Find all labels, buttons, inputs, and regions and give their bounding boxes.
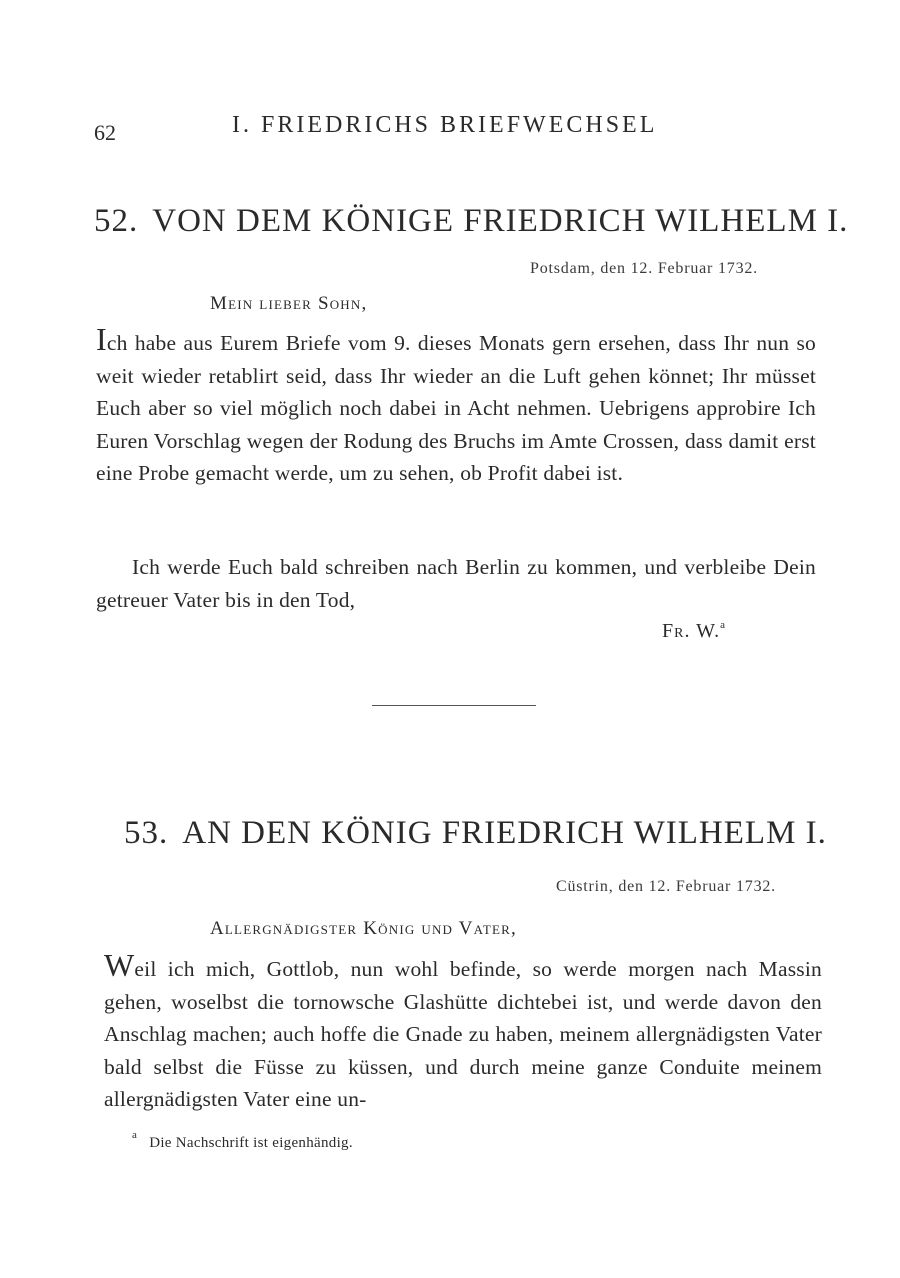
- letter-52-paragraph-1: [96, 321, 816, 490]
- letter-53-initial: W: [104, 947, 135, 983]
- section-separator: [372, 705, 536, 706]
- letter-53-paragraph-1-text: eil ich mich, Gottlob, nun wohl befinde, so werde morgen nach Massin gehen, woselbst die tornowsche Glashütte dichtebei ist, und werde davon den Anschlag machen; auch hoffe die Gnade zu haben, meinem allergnädigsten Vater bald selbst die Füsse zu küssen, und durch meine ganze Conduite meinem allergnädigsten Vater eine un-: [104, 957, 822, 1111]
- letter-52-heading: [94, 203, 848, 240]
- letter-53-paragraph-1: [104, 947, 822, 1116]
- letter-53-heading: [124, 815, 827, 852]
- footnote: [132, 1129, 353, 1152]
- letter-52-signature: [662, 619, 726, 643]
- letter-52-paragraph-1-text: ch habe aus Eurem Briefe vom 9. dieses Monats gern ersehen, dass Ihr nun so weit wieder retablirt seid, dass Ihr wieder an die Luft gehen könnet; Ihr müsset Euch aber so viel möglich noch dabei in Acht nehmen. Uebrigens approbire Ich Euren Vorschlag wegen der Rodung des Bruchs im Amte Crossen, dass damit erst eine Probe gemacht werde, um zu sehen, ob Profit dabei ist.: [96, 331, 816, 485]
- letter-52-paragraph-2: Ich werde Euch bald schreiben nach Berlin zu kommen, und verbleibe Dein getreuer Vater bis in den Tod,: [96, 555, 816, 612]
- letter-52-title: VON DEM KÖNIGE FRIEDRICH WILHELM I.: [152, 203, 849, 239]
- footnote-reference: a: [720, 619, 727, 631]
- letter-53-salutation: Allergnädigster König und Vater,: [210, 918, 517, 939]
- footnote-mark: a: [132, 1129, 138, 1141]
- signature-text: Fr. W.: [662, 620, 721, 642]
- letter-52-number: 52.: [94, 203, 139, 239]
- letter-52-place-date: Potsdam, den 12. Februar 1732.: [530, 260, 758, 277]
- letter-52-initial: I: [96, 321, 107, 357]
- footnote-text: Die Nachschrift ist eigenhändig.: [149, 1135, 353, 1151]
- page-number: 62: [94, 120, 116, 145]
- letter-52-salutation: Mein lieber Sohn,: [210, 293, 368, 314]
- running-title: I. FRIEDRICHS BRIEFWECHSEL: [232, 112, 658, 138]
- letter-53-place-date: Cüstrin, den 12. Februar 1732.: [556, 878, 776, 895]
- letter-53-title: AN DEN KÖNIG FRIEDRICH WILHELM I.: [182, 815, 827, 851]
- letter-53-number: 53.: [124, 815, 169, 851]
